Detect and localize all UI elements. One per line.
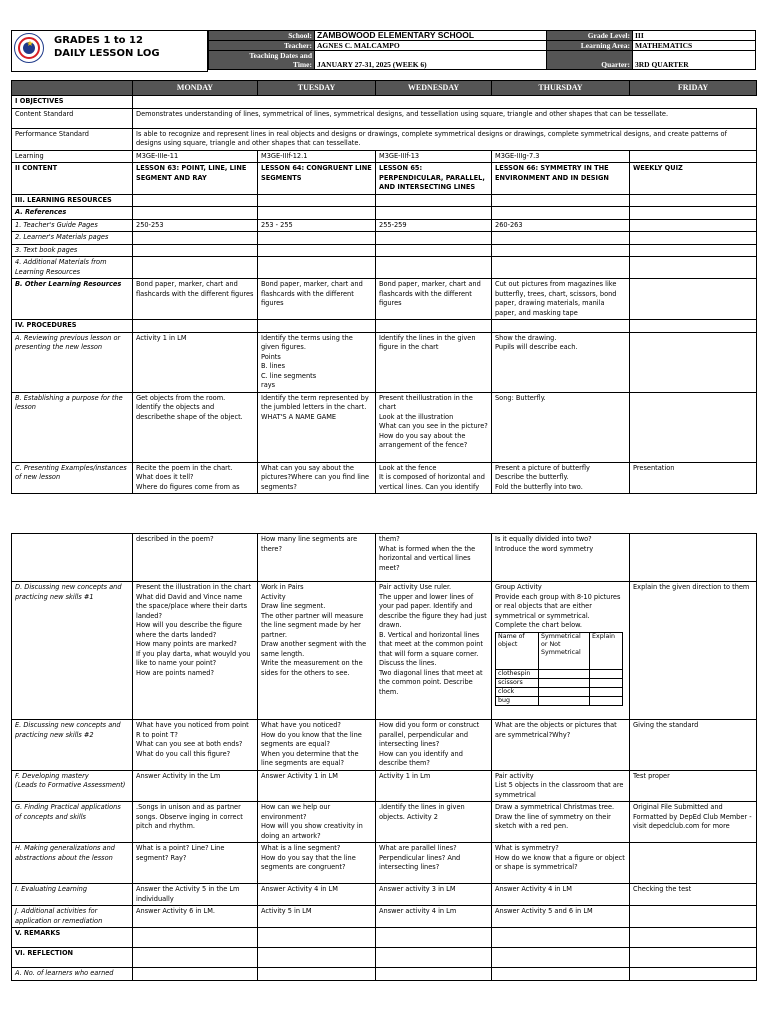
table-row: [12, 884, 757, 906]
quarter-label: Quarter:: [547, 51, 633, 70]
table-cell: Activity 5 in LM: [258, 906, 376, 928]
table-cell: [258, 320, 376, 333]
table-cell: [630, 232, 757, 245]
table-cell: LESSON 65: PERPENDICULAR, PARALLEL, AND INTERSECTING LINES: [376, 163, 492, 195]
table-cell: [492, 232, 630, 245]
table-cell: [258, 244, 376, 257]
table-cell: What are parallel lines? Perpendicular lines? And intersecting lines?: [376, 843, 492, 884]
table-cell: Pair activity List 5 objects in the classroom that are symmetrical: [492, 770, 630, 802]
table-row: [12, 219, 757, 232]
table-cell: [630, 244, 757, 257]
table-cell: Answer Activity in the Lm: [133, 770, 258, 802]
table-cell: [492, 257, 630, 279]
table-cell: [630, 392, 757, 462]
table-cell: What can you say about the pictures?Where can you find line segments?: [258, 462, 376, 494]
table-row: [12, 108, 757, 128]
day-monday: MONDAY: [133, 81, 258, 96]
table-cell: M3GE-IIIf-12.1: [258, 150, 376, 163]
table-row: [12, 582, 757, 720]
table-cell: Recite the poem in the chart. What does it tell? Where do figures come from as: [133, 462, 258, 494]
chart-empty-cell: [539, 687, 590, 696]
table-row: [12, 257, 757, 279]
table-cell: How can we help our environment? How will you show creativity in doing an artwork?: [258, 802, 376, 843]
table-cell: Present theillustration in the chart Look at the illustration What can you see in the picture? How do you say about the arrangement of the fence?: [376, 392, 492, 462]
teacher-value: AGNES C. MALCAMPO: [315, 41, 547, 51]
table-cell: [258, 257, 376, 279]
row-label: 3. Text book pages: [12, 244, 133, 257]
chart-header-cell: Name of object: [496, 632, 539, 669]
table-cell: Answer Activity 6 in LM.: [133, 906, 258, 928]
table-cell: [376, 928, 492, 948]
row-label: VI. REFLECTION: [12, 948, 133, 968]
table-cell: [258, 207, 376, 220]
table-cell: [376, 244, 492, 257]
chart-object-cell: bug: [496, 696, 539, 705]
table-cell: [376, 968, 492, 981]
table-cell: Presentation: [630, 462, 757, 494]
row-label: E. Discussing new concepts and practicing new skills #2: [12, 720, 133, 771]
row-label: 1. Teacher's Guide Pages: [12, 219, 133, 232]
table-cell: Giving the standard: [630, 720, 757, 771]
row-label: F. Developing mastery (Leads to Formative Assessment): [12, 770, 133, 802]
table-cell: [133, 320, 258, 333]
table-cell: Answer activity 3 in LM: [376, 884, 492, 906]
table-cell: Get objects from the room. Identify the objects and describethe shape of the object.: [133, 392, 258, 462]
table-row: [12, 128, 757, 150]
chart-object-cell: clothespin: [496, 669, 539, 678]
table-cell: [376, 194, 492, 207]
table-cell: Group Activity Provide each group with 8-10 pictures or real objects that are either symmetrical or symmetrical. Complete the chart below. Name of object Symmetrical or Not Symmetrical Explain clothespin scissors clock bug: [492, 582, 630, 720]
table-cell: [376, 232, 492, 245]
table-cell: [133, 244, 258, 257]
table-cell: Original File Submitted and Formatted by DepEd Club Member - visit depedclub.com for more: [630, 802, 757, 843]
table-cell: [376, 207, 492, 220]
table-cell: Identify the term represented by the jumbled letters in the chart. WHAT'S A NAME GAME: [258, 392, 376, 462]
table-cell: [630, 968, 757, 981]
row-label: 4. Additional Materials from Learning Resources: [12, 257, 133, 279]
row-label: 2. Learner's Materials pages: [12, 232, 133, 245]
area-value: MATHEMATICS: [633, 41, 756, 51]
table-cell: Answer Activity 4 in LM: [492, 884, 630, 906]
row-label: I OBJECTIVES: [12, 96, 133, 109]
table-cell: Bond paper, marker, chart and flashcards with the different figures: [258, 279, 376, 320]
lesson-log-table-page1: [11, 80, 757, 494]
table-cell: [133, 207, 258, 220]
area-label: Learning Area:: [547, 41, 633, 51]
row-label: III. LEARNING RESOURCES: [12, 194, 133, 207]
table-cell: WEEKLY QUIZ: [630, 163, 757, 195]
table-row: [12, 928, 757, 948]
table-cell: Is it equally divided into two? Introduce the word symmetry: [492, 534, 630, 582]
school-label: School:: [209, 31, 315, 41]
table-row: [12, 968, 757, 981]
row-label: Performance Standard: [12, 128, 133, 150]
table-cell: [492, 928, 630, 948]
row-label: D. Discussing new concepts and practicing new skills #1: [12, 582, 133, 720]
table-cell: M3GE-IIIg-7.3: [492, 150, 630, 163]
table-cell: What is symmetry? How do we know that a figure or object or shape is symmetrical?: [492, 843, 630, 884]
row-label: A. Reviewing previous lesson or presenting the new lesson: [12, 332, 133, 392]
table-cell: Show the drawing. Pupils will describe each.: [492, 332, 630, 392]
table-cell: [630, 194, 757, 207]
table-cell: What have you noticed? How do you know that the line segments are equal? When you determine that the line segments are equal?: [258, 720, 376, 771]
chart-header-cell: Symmetrical or Not Symmetrical: [539, 632, 590, 669]
table-cell: [133, 257, 258, 279]
table-row: [12, 320, 757, 333]
table-row: [12, 332, 757, 392]
school-value: ZAMBOWOOD ELEMENTARY SCHOOL: [315, 31, 547, 41]
table-row: [12, 948, 757, 968]
table-cell: Look at the fence It is composed of horizontal and vertical lines. Can you identify: [376, 462, 492, 494]
table-cell: [258, 194, 376, 207]
table-cell: Present the illustration in the chart What did David and Vince name the space/place where their darts landed? How will you describe the figure where the darts landed? How many points are marked? If you play darta, what wouyld you like to name your point? How are points named?: [133, 582, 258, 720]
table-cell: How many line segments are there?: [258, 534, 376, 582]
table-cell: [492, 320, 630, 333]
deped-seal-icon: ★: [14, 33, 44, 63]
table-cell: Song: Butterfly.: [492, 392, 630, 462]
table-row: [12, 392, 757, 462]
table-cell: What are the objects or pictures that are symmetrical?Why?: [492, 720, 630, 771]
chart-empty-cell: [539, 678, 590, 687]
table-cell: Answer Activity 4 in LM: [258, 884, 376, 906]
table-row: [12, 770, 757, 802]
chart-object-cell: scissors: [496, 678, 539, 687]
table-cell: .Songs in unison and as partner songs. Observe inging in correct pitch and rhythm.: [133, 802, 258, 843]
table-cell: [630, 948, 757, 968]
table-cell: [258, 968, 376, 981]
row-label: Content Standard: [12, 108, 133, 128]
table-cell: [492, 968, 630, 981]
dates-value: JANUARY 27-31, 2025 (WEEK 6): [315, 51, 547, 70]
day-wednesday: WEDNESDAY: [376, 81, 492, 96]
symmetry-chart: [495, 632, 623, 706]
table-cell: [258, 928, 376, 948]
row-label: A. No. of learners who earned: [12, 968, 133, 981]
table-cell: Identify the lines in the given figure in the chart: [376, 332, 492, 392]
table-cell: [492, 244, 630, 257]
table-cell: Activity 1 in Lm: [376, 770, 492, 802]
table-cell: Present a picture of butterfly Describe the butterfly. Fold the butterfly into two.: [492, 462, 630, 494]
table-cell: 253 - 255: [258, 219, 376, 232]
table-row: [12, 906, 757, 928]
quarter-value: 3RD QUARTER: [633, 51, 756, 70]
table-cell: Bond paper, marker, chart and flashcards with the different figures: [376, 279, 492, 320]
table-row: [12, 207, 757, 220]
table-row: [12, 720, 757, 771]
table-cell: [630, 332, 757, 392]
table-cell: [133, 948, 258, 968]
table-row: [12, 462, 757, 494]
row-label: B. Other Learning Resources: [12, 279, 133, 320]
day-friday: FRIDAY: [630, 81, 757, 96]
table-cell: Checking the test: [630, 884, 757, 906]
table-cell: [630, 534, 757, 582]
standard-text: Is able to recognize and represent lines in real objects and designs or drawings, complete symmetrical designs or drawings, complete symmetrical designs, and create patterns of designs using square, triangle and other shapes that can tessellate.: [133, 128, 757, 150]
table-cell: Identify the terms using the given figures. Points B. lines C. line segments rays: [258, 332, 376, 392]
chart-empty-cell: [539, 669, 590, 678]
table-cell: LESSON 64: CONGRUENT LINE SEGMENTS: [258, 163, 376, 195]
grade-value: III: [633, 31, 756, 41]
table-cell: 250-253: [133, 219, 258, 232]
table-cell: How did you form or construct parallel, perpendicular and intersecting lines? How can you identify and describe them?: [376, 720, 492, 771]
table-cell: [492, 207, 630, 220]
table-cell: 260-263: [492, 219, 630, 232]
table-cell: Draw a symmetrical Christmas tree. Draw the line of symmetry on their sketch with a red pen.: [492, 802, 630, 843]
table-cell: [133, 194, 258, 207]
lesson-log-table-page2: [11, 533, 757, 981]
table-cell: .Identify the lines in given objects. Activity 2: [376, 802, 492, 843]
table-cell: Pair activity Use ruler. The upper and lower lines of your pad paper. Identify and describe the figure they had just drawn. B. Vertical and horizontal lines that meet at the common point that will form a square corner. Discuss the lines. Two diagonal lines that meet at the common point. Describe them.: [376, 582, 492, 720]
table-row: [12, 96, 757, 109]
table-cell: LESSON 63: POINT, LINE, LINE SEGMENT AND RAY: [133, 163, 258, 195]
table-cell: Test proper: [630, 770, 757, 802]
row-label: II CONTENT: [12, 163, 133, 195]
table-cell: M3GE-IIIe-11: [133, 150, 258, 163]
row-label: G. Finding Practical applications of concepts and skills: [12, 802, 133, 843]
doc-title-line1: GRADES 1 to 12: [54, 35, 143, 46]
table-cell: Activity 1 in LM: [133, 332, 258, 392]
table-row: [12, 163, 757, 195]
table-row: [12, 802, 757, 843]
chart-empty-cell: [590, 669, 623, 678]
table-cell: [376, 948, 492, 968]
row-label: H. Making generalizations and abstractions about the lesson: [12, 843, 133, 884]
table-cell: [630, 257, 757, 279]
teacher-label: Teacher:: [209, 41, 315, 51]
table-cell: 255-259: [376, 219, 492, 232]
table-cell: Work in Pairs Activity Draw line segment. The other partner will measure the line segment made by her partner. Draw another segment with the same length. Write the measurement on the sides for the others to see.: [258, 582, 376, 720]
table-cell: What is a line segment? How do you say that the line segments are congruent?: [258, 843, 376, 884]
table-cell: described in the poem?: [133, 534, 258, 582]
table-row: [12, 150, 757, 163]
table-row: [12, 843, 757, 884]
table-cell: Explain the given direction to them: [630, 582, 757, 720]
table-row: [12, 244, 757, 257]
chart-empty-cell: [590, 687, 623, 696]
row-label: V. REMARKS: [12, 928, 133, 948]
table-cell: [492, 194, 630, 207]
table-cell: [630, 906, 757, 928]
chart-empty-cell: [539, 696, 590, 705]
row-label: I. Evaluating Learning: [12, 884, 133, 906]
grade-label: Grade Level:: [547, 31, 633, 41]
table-cell: What is a point? Line? Line segment? Ray?: [133, 843, 258, 884]
table-cell: [258, 948, 376, 968]
table-cell: Cut out pictures from magazines like butterfly, trees, chart, scissors, bond paper, drawing materials, manila paper, and masking tape: [492, 279, 630, 320]
table-row: [12, 232, 757, 245]
header-info-table: [208, 30, 756, 70]
table-row: [12, 279, 757, 320]
chart-object-cell: clock: [496, 687, 539, 696]
table-cell: [376, 320, 492, 333]
page2-body: [12, 534, 757, 981]
table-cell: [630, 207, 757, 220]
table-cell: [630, 279, 757, 320]
page1-body: [12, 96, 757, 494]
table-cell: M3GE-IIIf-13: [376, 150, 492, 163]
table-cell: LESSON 66: SYMMETRY IN THE ENVIRONMENT AND IN DESIGN: [492, 163, 630, 195]
table-cell: [133, 928, 258, 948]
table-cell: [630, 219, 757, 232]
row-label: J. Additional activities for application or remediation: [12, 906, 133, 928]
table-row: [12, 534, 757, 582]
table-cell: Answer Activity 5 and 6 in LM: [492, 906, 630, 928]
table-cell: What have you noticed from point R to point T? What can you see at both ends? What do you call this figure?: [133, 720, 258, 771]
standard-text: Demonstrates understanding of lines, symmetrical of lines, symmetrical designs, and tessellation using square, triangle and other shapes that can be tessellate.: [133, 108, 757, 128]
table-cell: [133, 232, 258, 245]
chart-empty-cell: [590, 678, 623, 687]
row-label: IV. PROCEDURES: [12, 320, 133, 333]
doc-title-line2: DAILY LESSON LOG: [54, 48, 160, 59]
row-label: [12, 534, 133, 582]
row-label: A. References: [12, 207, 133, 220]
table-cell: them? What is formed when the the horizontal and vertical lines meet?: [376, 534, 492, 582]
table-cell: [630, 928, 757, 948]
dates-label: Teaching Dates and Time:: [209, 51, 315, 70]
table-cell: Answer the Activity 5 in the Lm individually: [133, 884, 258, 906]
table-cell: Bond paper, marker, chart and flashcards with the different figures: [133, 279, 258, 320]
row-label: C. Presenting Examples/instances of new lesson: [12, 462, 133, 494]
day-tuesday: TUESDAY: [258, 81, 376, 96]
row-label: Learning: [12, 150, 133, 163]
table-cell: [133, 968, 258, 981]
table-cell: [630, 320, 757, 333]
table-cell: [258, 232, 376, 245]
table-cell: [492, 948, 630, 968]
row-label: B. Establishing a purpose for the lesson: [12, 392, 133, 462]
table-cell: [630, 843, 757, 884]
table-cell: [630, 150, 757, 163]
table-cell: Answer Activity 1 in LM: [258, 770, 376, 802]
chart-empty-cell: [590, 696, 623, 705]
chart-header-cell: Explain: [590, 632, 623, 669]
table-cell: [376, 257, 492, 279]
day-header-row: [12, 81, 757, 96]
table-row: [12, 194, 757, 207]
day-thursday: THURSDAY: [492, 81, 630, 96]
table-cell: Answer activity 4 in Lm: [376, 906, 492, 928]
